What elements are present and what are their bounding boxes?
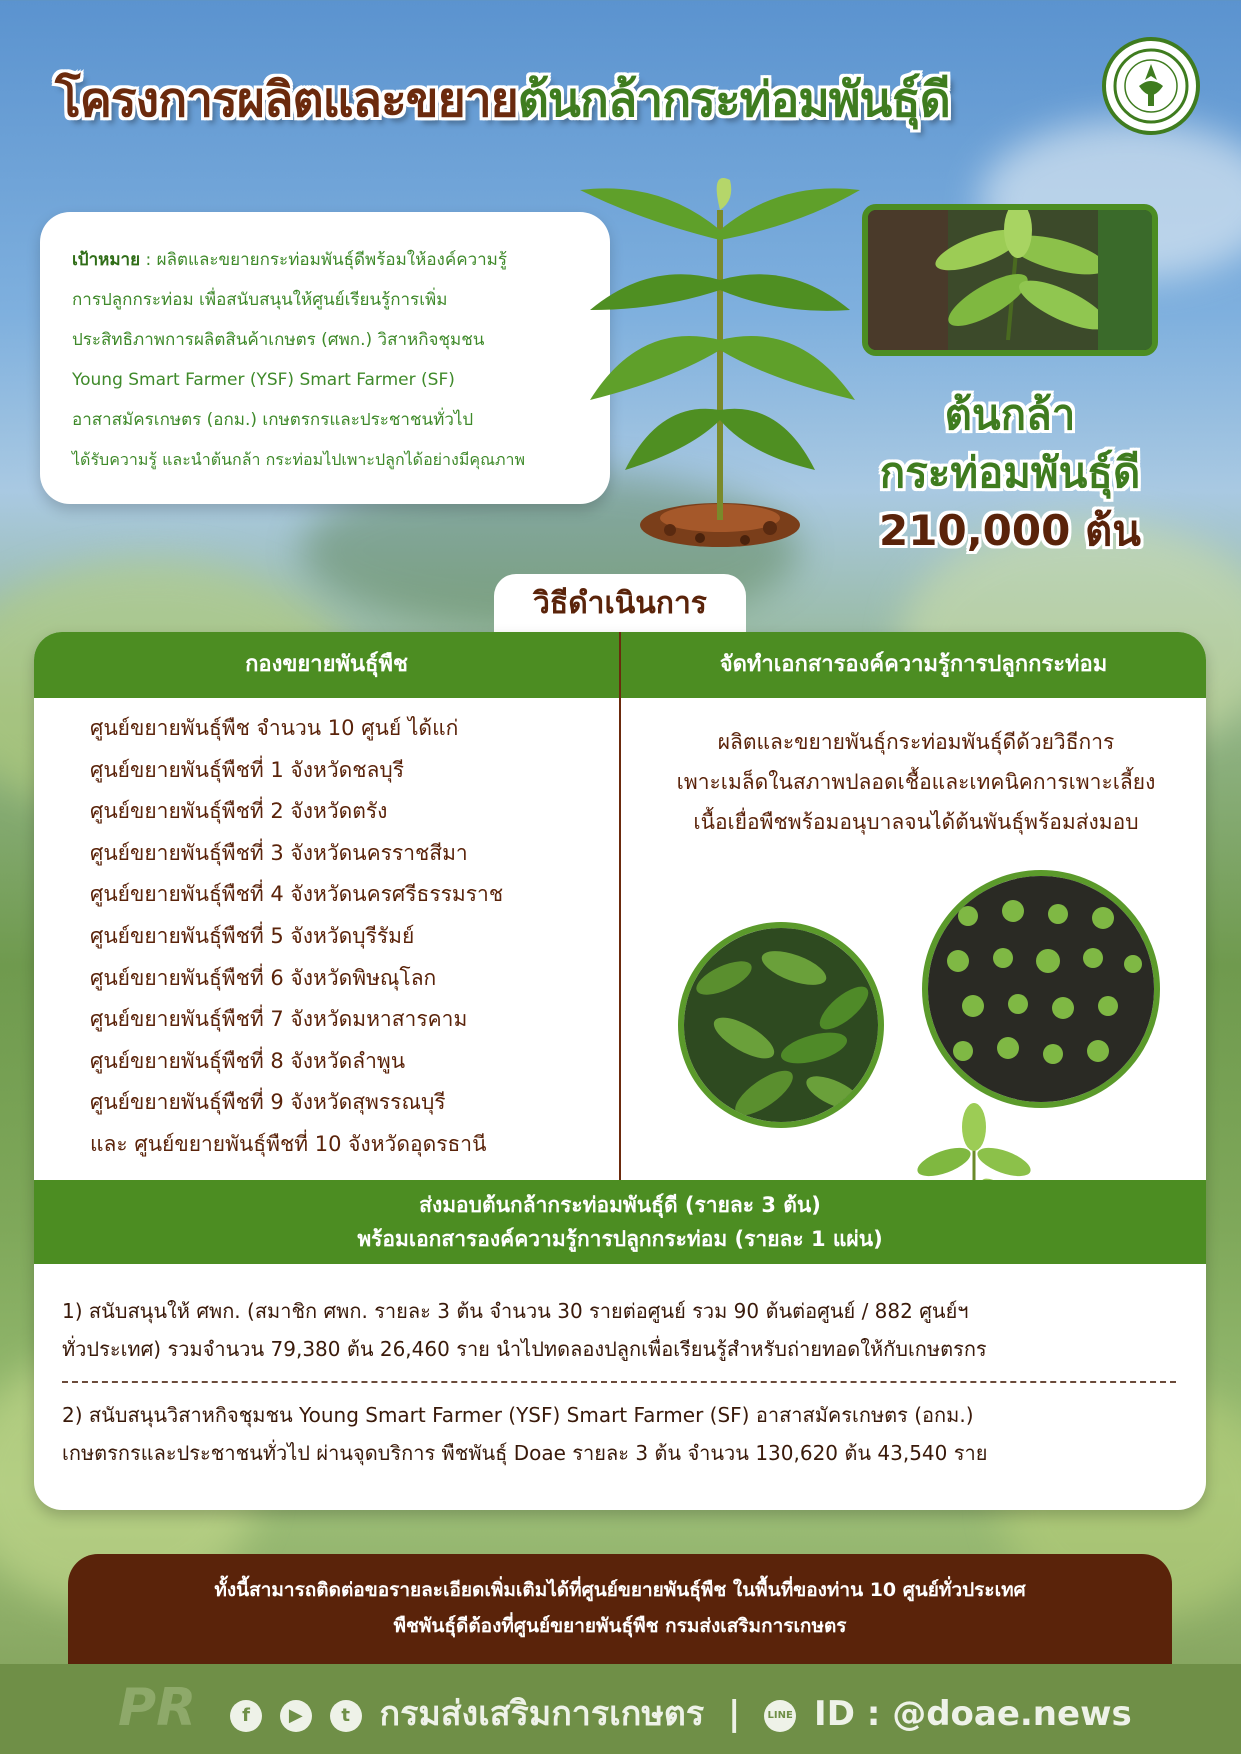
line-id[interactable]: ID : @doae.news	[814, 1694, 1132, 1734]
list-item: ศูนย์ขยายพันธุ์พืชที่ 4 จังหวัดนครศรีธรรมราช	[90, 882, 504, 907]
list-item: ศูนย์ขยายพันธุ์พืชที่ 1 จังหวัดชลบุรี	[90, 757, 404, 782]
delivery-line-2: พร้อมเอกสารองค์ความรู้การปลูกกระท่อม (รายละ 1 แผ่น)	[357, 1227, 883, 1251]
social-links	[230, 1686, 1132, 1740]
list-item: ศูนย์ขยายพันธุ์พืชที่ 8 จังหวัดลำพูน	[90, 1048, 406, 1073]
method-card	[34, 632, 1206, 1510]
goal-line-2: การปลูกกระท่อม เพื่อสนับสนุนให้ศูนย์เรียนรู้การเพิ่ม	[72, 290, 448, 310]
support-item-1-line-2: ทั่วประเทศ) รวมจำนวน 79,380 ต้น 26,460 ราย นำไปทดลองปลูกเพื่อเรียนรู้สำหรับถ่ายทอดให้กับเกษตรกร	[62, 1337, 987, 1361]
process-line-1: ผลิตและขยายพันธุ์กระท่อมพันธุ์ดีด้วยวิธีการ	[717, 730, 1115, 754]
list-item: ศูนย์ขยายพันธุ์พืช จำนวน 10 ศูนย์ ได้แก่	[90, 716, 459, 740]
page-title	[55, 62, 1065, 142]
list-item: ศูนย์ขยายพันธุ์พืชที่ 7 จังหวัดมหาสารคาม	[90, 1007, 468, 1032]
goal-line-4: Young Smart Farmer (YSF) Smart Farmer (SF)	[72, 370, 455, 390]
goal-line-5: อาสาสมัครเกษตร (อกม.) เกษตรกรและประชาชนทั่วไป	[72, 410, 474, 430]
seedling-photo	[862, 204, 1158, 356]
nursery-photo-right-image	[928, 876, 1154, 1102]
doae-logo	[1102, 37, 1200, 135]
footer-divider: |	[727, 1694, 741, 1734]
goal-line-3: ประสิทธิภาพการผลิตสินค้าเกษตร (ศพก.) วิสาหกิจชุมชน	[72, 330, 485, 350]
goal-card	[40, 212, 610, 504]
youtube-icon[interactable]: ▶	[280, 1700, 312, 1732]
goal-label: เป้าหมาย	[72, 250, 141, 270]
support-item-2-line-1: 2) สนับสนุนวิสาหกิจชุมชน Young Smart Farmer (YSF) Smart Farmer (SF) อาสาสมัครเกษตร (อกม.)	[62, 1403, 974, 1427]
nursery-photo-left	[678, 922, 884, 1128]
list-item: ศูนย์ขยายพันธุ์พืชที่ 9 จังหวัดสุพรรณบุรี	[90, 1090, 446, 1115]
left-column-header: กองขยายพันธุ์พืช	[34, 632, 619, 698]
facebook-icon[interactable]: f	[230, 1700, 262, 1732]
support-item-1-line-1: 1) สนับสนุนให้ ศพก. (สมาชิก ศพก. รายละ 3 ต้น จำนวน 30 รายต่อศูนย์ รวม 90 ต้นต่อศูนย์ / 882 ศูนย์ฯ	[62, 1299, 969, 1323]
list-item: ศูนย์ขยายพันธุ์พืชที่ 2 จังหวัดตรัง	[90, 799, 388, 824]
method-title: วิธีดำเนินการ	[494, 574, 746, 634]
list-item: ศูนย์ขยายพันธุ์พืชที่ 3 จังหวัดนครราชสีมา	[90, 840, 468, 865]
right-column-header: จัดทำเอกสารองค์ความรู้การปลูกกระท่อม	[621, 632, 1206, 698]
org-name: กรมส่งเสริมการเกษตร	[379, 1694, 705, 1734]
process-line-2: เพาะเมล็ดในสภาพปลอดเชื้อและเทคนิคการเพาะเลี้ยง	[676, 770, 1156, 794]
line-icon[interactable]: LINE	[764, 1700, 796, 1732]
process-line-3: เนื้อเยื่อพืชพร้อมอนุบาลจนได้ต้นพันธุ์พร้อมส่งมอบ	[693, 810, 1139, 834]
highlight-count: 210,000 ต้น	[879, 506, 1141, 555]
delivery-line-1: ส่งมอบต้นกล้ากระท่อมพันธุ์ดี (รายละ 3 ต้น)	[419, 1193, 821, 1217]
support-item-2-line-2: เกษตรกรและประชาชนทั่วไป ผ่านจุดบริการ พืชพันธุ์ Doae รายละ 3 ต้น จำนวน 130,620 ต้น 43,540 ราย	[62, 1441, 988, 1465]
support-item-2	[62, 1396, 1182, 1472]
twitter-icon[interactable]: t	[330, 1700, 362, 1732]
seedling-illustration	[570, 170, 870, 560]
title-part-2: ต้นกล้ากระท่อมพันธุ์ดี	[517, 72, 950, 128]
highlight-line-1: ต้นกล้า	[944, 390, 1076, 439]
highlight-line-2: กระท่อมพันธุ์ดี	[879, 448, 1141, 497]
nursery-photo-right	[922, 870, 1160, 1108]
contact-note	[68, 1554, 1172, 1664]
column-divider	[619, 632, 621, 1180]
seedling-photo-image	[868, 210, 1152, 350]
pr-watermark: PR	[118, 1678, 197, 1738]
list-item: และ ศูนย์ขยายพันธุ์พืชที่ 10 จังหวัดอุดรธานี	[90, 1131, 487, 1156]
support-item-1	[62, 1292, 1182, 1368]
propagation-centers-list	[90, 708, 503, 1166]
doae-emblem-icon	[1111, 46, 1191, 126]
contact-note-line-2: พืชพันธุ์ดีต้องที่ศูนย์ขยายพันธุ์พืช กรมส่งเสริมการเกษตร	[393, 1615, 847, 1637]
seedling-count-highlight	[840, 386, 1180, 560]
list-item: ศูนย์ขยายพันธุ์พืชที่ 5 จังหวัดบุรีรัมย์	[90, 923, 415, 948]
delivery-band	[34, 1180, 1206, 1264]
footer-bar	[0, 1664, 1241, 1754]
nursery-photo-left-image	[684, 928, 878, 1122]
list-item: ศูนย์ขยายพันธุ์พืชที่ 6 จังหวัดพิษณุโลก	[90, 965, 437, 990]
dashed-separator	[62, 1381, 1176, 1383]
goal-line-6: ได้รับความรู้ และนำต้นกล้า กระท่อมไปเพาะปลูกได้อย่างมีคุณภาพ	[72, 450, 526, 469]
contact-note-line-1: ทั้งนี้สามารถติดต่อขอรายละเอียดเพิ่มเติมได้ที่ศูนย์ขยายพันธุ์พืช ในพื้นที่ของท่าน 10 ศูนย์ทั่วประเทศ	[214, 1579, 1026, 1601]
goal-line-1: เป้าหมาย : ผลิตและขยายกระท่อมพันธุ์ดีพร้อมให้องค์ความรู้	[72, 250, 508, 270]
process-description	[636, 722, 1196, 842]
title-part-1: โครงการผลิตและขยาย	[55, 72, 518, 128]
